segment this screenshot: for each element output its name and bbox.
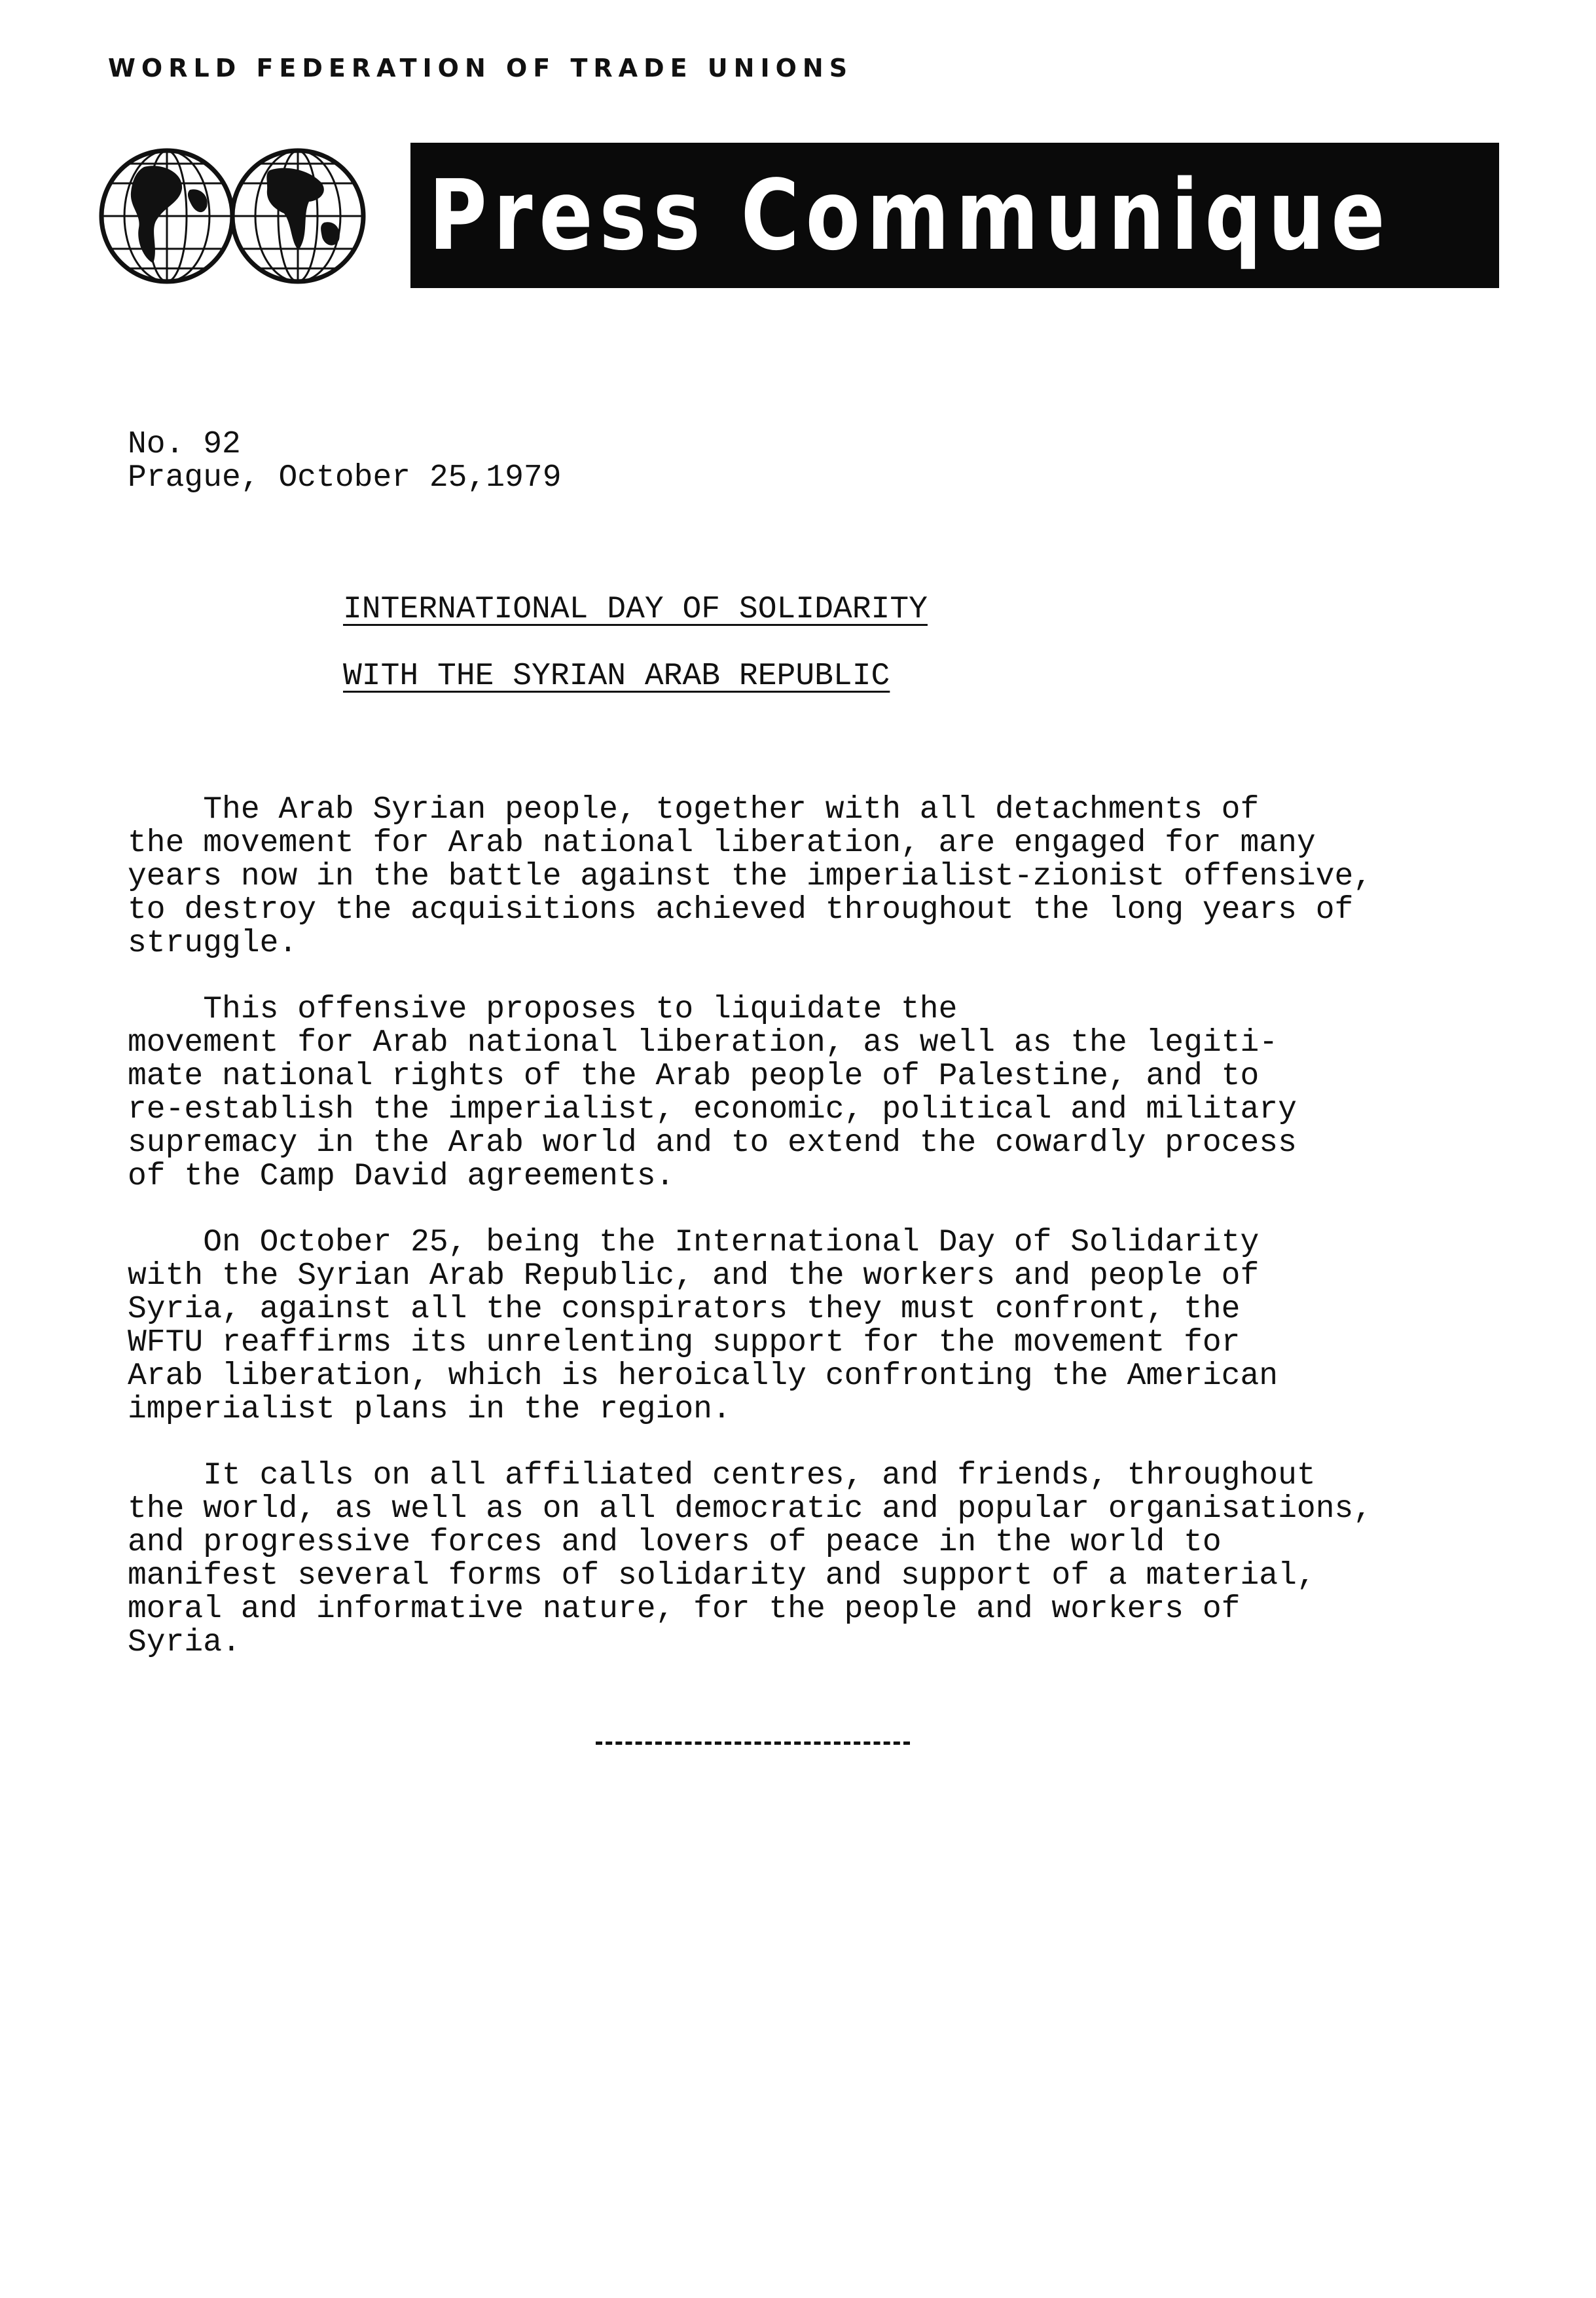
banner-title: Press Communique <box>428 159 1392 272</box>
communique-number: No. 92 <box>128 427 241 462</box>
body-paragraph: This offensive proposes to liquidate the movement for Arab national liberation, as well as the legiti- mate national rights of the Arab people of Palestine, and to re-establish the imperialist, economic, political and military supremacy in the Arab world and to extend the cowardly process of the Camp David agreements. <box>128 992 1297 1194</box>
press-communique-banner <box>410 143 1499 288</box>
place-and-date: Prague, October 25,1979 <box>128 460 562 496</box>
twin-globes-logo-icon <box>98 144 367 288</box>
closing-divider <box>596 1742 910 1745</box>
document-meta <box>128 428 562 495</box>
communique-body <box>128 793 1437 1692</box>
headline-line-1: INTERNATIONAL DAY OF SOLIDARITY <box>343 592 928 627</box>
body-paragraph: On October 25, being the International Day of Solidarity with the Syrian Arab Republic, and the workers and people of Syria, against all the conspirators they must confront, the WFTU reaffirms its unrelenting support for the movement for Arab liberation, which is heroically confronting the American imperialist plans in the region. <box>128 1225 1279 1427</box>
organization-name: WORLD FEDERATION OF TRADE UNIONS <box>108 54 854 82</box>
body-paragraph: The Arab Syrian people, together with all detachments of the movement for Arab national liberation, are engaged for many years now in the battle against the imperialist-zionist offensive, to destroy the acquisitions achieved throughout the long years of struggle. <box>128 792 1373 961</box>
headline-line-2: WITH THE SYRIAN ARAB REPUBLIC <box>343 659 890 694</box>
body-paragraph: It calls on all affiliated centres, and friends, throughout the world, as well as on all democratic and popular organisations, and progressive forces and lovers of peace in the world to manifest several forms of solidarity and support of a material, moral and informative nature, for the people and workers of Syria. <box>128 1458 1373 1660</box>
